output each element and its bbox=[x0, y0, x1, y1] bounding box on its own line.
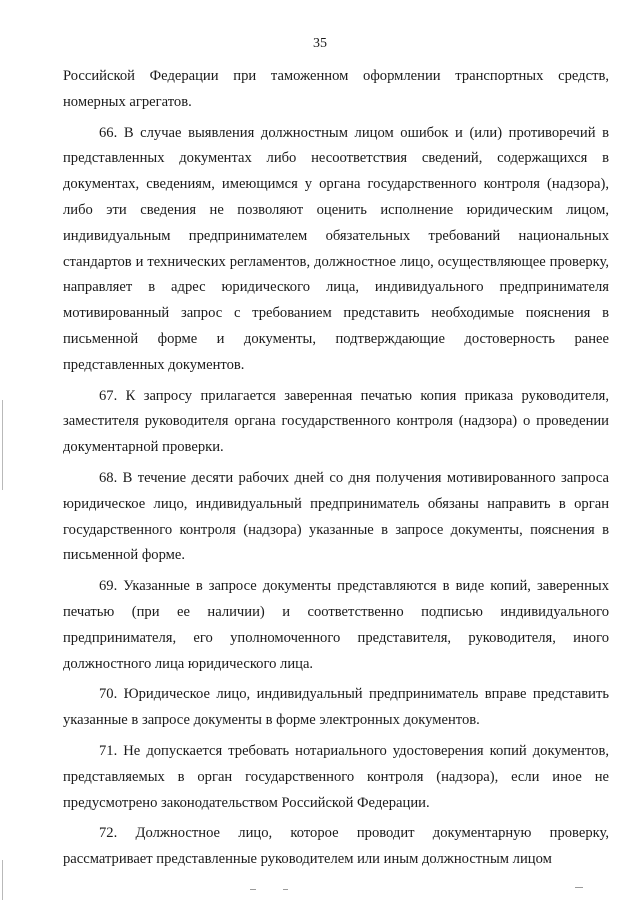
paragraph-67: 67. К запросу прилагается заверенная печатью копия приказа руководителя, заместителя руководителя органа государственного контроля (надзора) о проведении документарной проверки. bbox=[63, 387, 609, 456]
document-body bbox=[63, 64, 609, 878]
scan-edge-line bbox=[2, 400, 3, 490]
paragraph-70: 70. Юридическое лицо, индивидуальный предприниматель вправе представить указанные в запросе документы в форме электронных документов. bbox=[63, 686, 609, 729]
scan-dash bbox=[575, 887, 583, 888]
paragraph-72: 72. Должностное лицо, которое проводит документарную проверку, рассматривает представленные руководителем или иным должностным лицом bbox=[63, 825, 609, 868]
paragraph-68: 68. В течение десяти рабочих дней со дня получения мотивированного запроса юридическое лицо, индивидуальный предприниматель обязаны направить в орган государственного контроля (надзора) указанные в запросе документы, пояснения в письменной форме. bbox=[63, 469, 609, 564]
paragraph-continuation: Российской Федерации при таможенном оформлении транспортных средств, номерных агрегатов. bbox=[63, 68, 609, 110]
scan-edge-line bbox=[2, 860, 3, 900]
scan-edge-marks bbox=[0, 0, 8, 905]
paragraph-69: 69. Указанные в запросе документы представляются в виде копий, заверенных печатью (при ее наличии) и соответственно подписью индивидуального предпринимателя, его уполномоченного представителя, руководителя, иного должностного лица юридического лица. bbox=[63, 578, 609, 672]
paragraph-71: 71. Не допускается требовать нотариального удостоверения копий документов, представляемых в орган государственного контроля (надзора), если иное не предусмотрено законодательством Российской Федерации. bbox=[63, 742, 609, 811]
scan-dash bbox=[283, 889, 288, 890]
scan-dash bbox=[250, 889, 256, 890]
paragraph-66: 66. В случае выявления должностным лицом ошибок и (или) противоречий в представленных документах либо несоответствия сведений, содержащихся в документах, сведениям, имеющимся у органа государственного контроля (надзора), либо эти сведения не позволяют оценить исполнение юридическим лицом, индивидуальным предпринимателем обязательных требований национальных стандартов и технических регламентов, должностное лицо, осуществляющее проверку, направляет в адрес юридического лица, индивидуального предпринимателя мотивированный запрос с требованием представить необходимые пояснения в письменной форме и документы, подтверждающие достоверность ранее представленных документов. bbox=[63, 124, 609, 373]
page-number: 35 bbox=[313, 36, 327, 51]
